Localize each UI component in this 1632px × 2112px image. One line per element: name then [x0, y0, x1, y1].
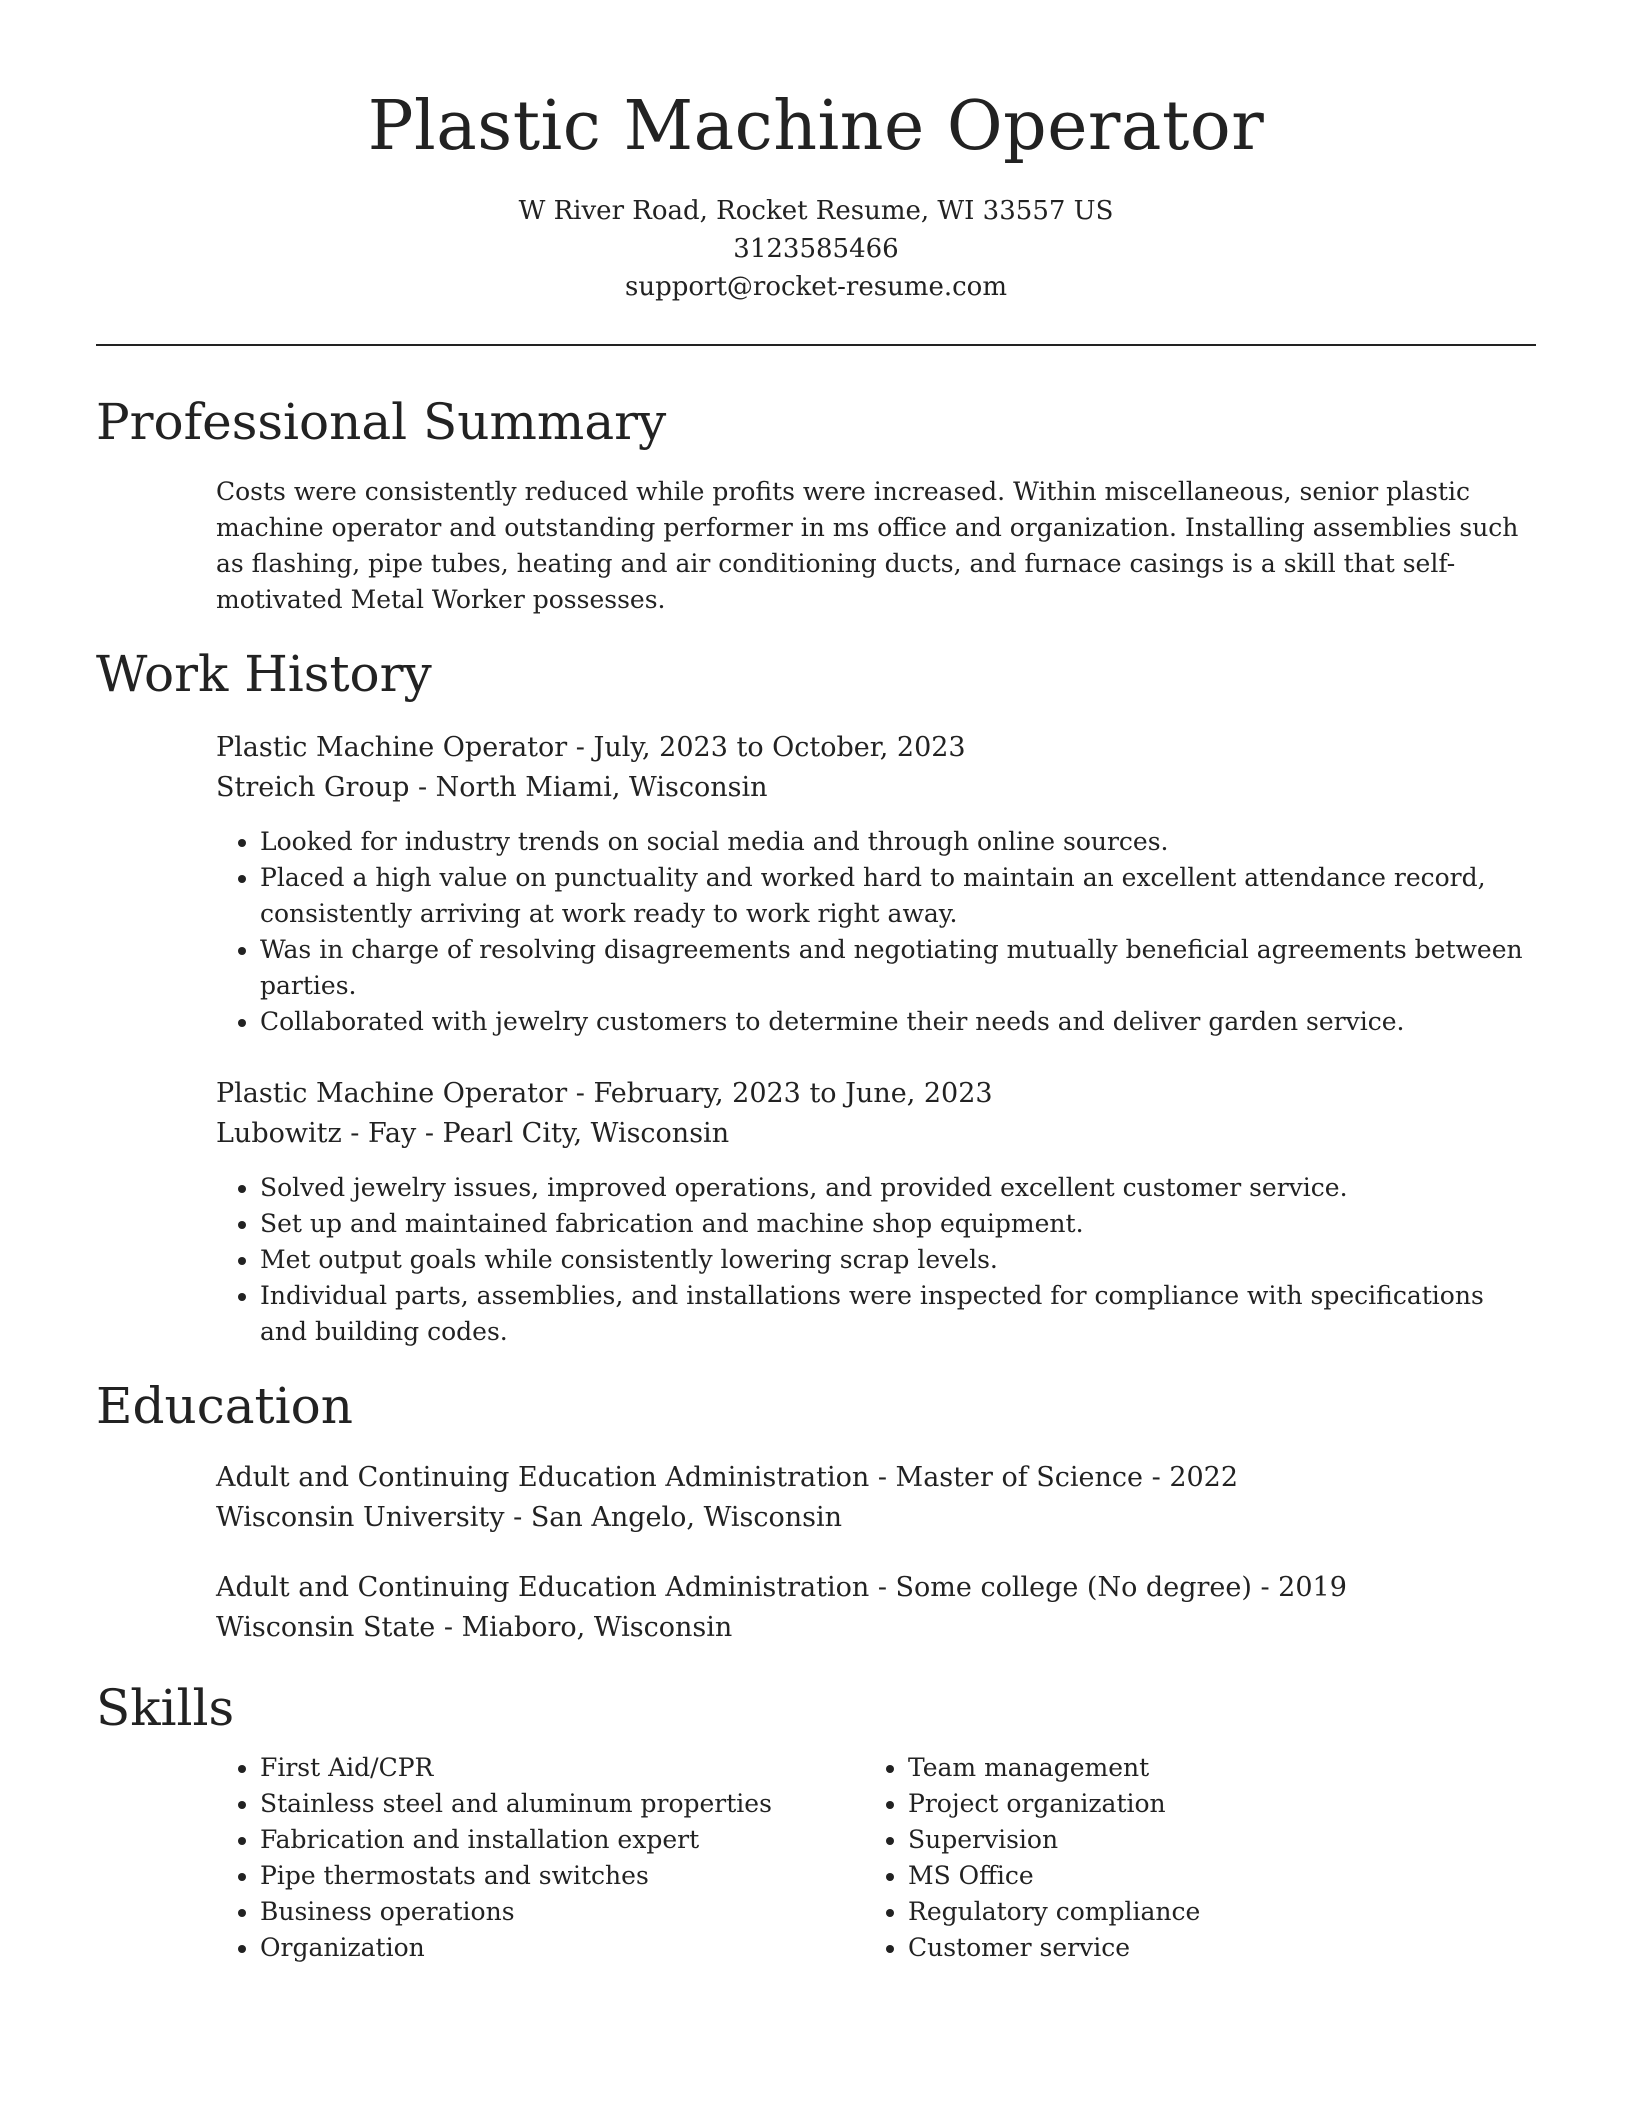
job-location: North Miami, Wisconsin	[435, 772, 768, 803]
list-item: • Stainless steel and aluminum properties	[260, 1786, 864, 1822]
list-item: • Placed a high value on punctuality and worked hard to maintain an excellent attendance record, consistently arriving at work ready to work right away.	[260, 860, 1536, 932]
separator: -	[869, 1462, 896, 1493]
education-year: 2019	[1278, 1572, 1347, 1603]
education-location: Miaboro, Wisconsin	[461, 1612, 733, 1643]
contact-info	[96, 192, 1536, 306]
separator: -	[869, 1572, 896, 1603]
separator: -	[416, 1118, 443, 1149]
list-item: • Set up and maintained fabrication and machine shop equipment.	[260, 1206, 1536, 1242]
work-body	[96, 728, 1536, 1350]
education-field: Adult and Continuing Education Administration	[216, 1572, 870, 1603]
job-location: Pearl City, Wisconsin	[442, 1118, 730, 1149]
skills-list-left	[216, 1750, 864, 1966]
job-company-line	[216, 1114, 1536, 1154]
job-title-line	[216, 728, 1536, 768]
list-item: • Solved jewelry issues, improved operations, and provided excellent customer service.	[260, 1170, 1536, 1206]
job-entry	[216, 728, 1536, 1040]
list-item: • Collaborated with jewelry customers to determine their needs and deliver garden service.	[260, 1004, 1536, 1040]
section-title-summary: Professional Summary	[96, 393, 667, 451]
list-item: • First Aid/CPR	[260, 1750, 864, 1786]
list-item: • Supervision	[908, 1822, 1512, 1858]
education-degree-line	[216, 1568, 1536, 1608]
skills-column-right	[864, 1750, 1512, 1966]
section-title-education: Education	[96, 1377, 353, 1435]
education-entry	[216, 1568, 1536, 1648]
list-item: • Organization	[260, 1930, 864, 1966]
education-degree-line	[216, 1458, 1536, 1498]
job-title-line	[216, 1074, 1536, 1114]
education-school: Wisconsin State	[216, 1612, 436, 1643]
candidate-name: Plastic Machine Operator	[367, 87, 1265, 166]
list-item: • Customer service	[908, 1930, 1512, 1966]
job-company: Lubowitz - Fay	[216, 1118, 417, 1149]
education-year: 2022	[1169, 1462, 1239, 1493]
education-school-line	[216, 1498, 1536, 1538]
list-item: • Met output goals while consistently lowering scrap levels.	[260, 1242, 1536, 1278]
section-title-work: Work History	[96, 645, 432, 703]
separator: -	[567, 732, 594, 763]
separator: -	[1251, 1572, 1279, 1603]
job-role: Plastic Machine Operator	[216, 732, 568, 763]
list-item: • Business operations	[260, 1894, 864, 1930]
education-location: San Angelo, Wisconsin	[530, 1502, 842, 1533]
skills-column-left	[216, 1750, 864, 1966]
job-bullets	[216, 1170, 1536, 1350]
job-role: Plastic Machine Operator	[216, 1078, 568, 1109]
education-school: Wisconsin University	[216, 1502, 505, 1533]
education-body	[96, 1458, 1536, 1648]
separator: -	[504, 1502, 531, 1533]
resume-header	[96, 0, 1536, 306]
list-item: • Fabrication and installation expert	[260, 1822, 864, 1858]
section-title-skills: Skills	[96, 1679, 235, 1737]
skills-columns	[216, 1750, 1536, 1966]
separator: -	[1143, 1462, 1170, 1493]
job-company: Streich Group	[216, 772, 410, 803]
job-company-line	[216, 768, 1536, 808]
separator: -	[435, 1612, 462, 1643]
job-bullets	[216, 824, 1536, 1040]
list-item: • Pipe thermostats and switches	[260, 1858, 864, 1894]
contact-address: W River Road, Rocket Resume, WI 33557 US	[518, 196, 1114, 226]
list-item: • Individual parts, assemblies, and installations were inspected for compliance with specifications and building codes.	[260, 1278, 1536, 1350]
education-school-line	[216, 1608, 1536, 1648]
header-divider	[96, 344, 1536, 346]
job-dates: July, 2023 to October, 2023	[593, 732, 966, 763]
list-item: • Project organization	[908, 1786, 1512, 1822]
job-entry	[216, 1074, 1536, 1350]
education-entry	[216, 1458, 1536, 1538]
education-degree: Master of Science	[895, 1462, 1144, 1493]
list-item: • Was in charge of resolving disagreements and negotiating mutually beneficial agreements between parties.	[260, 932, 1536, 1004]
contact-phone: 3123585466	[733, 234, 899, 264]
separator: -	[409, 772, 436, 803]
skills-body	[96, 1750, 1536, 1966]
skills-list-right	[864, 1750, 1512, 1966]
contact-email: support@rocket-resume.com	[624, 272, 1007, 302]
job-dates: February, 2023 to June, 2023	[593, 1078, 993, 1109]
education-degree: Some college (No degree)	[895, 1572, 1252, 1603]
summary-body	[96, 474, 1536, 618]
summary-text: Costs were consistently reduced while profits were increased. Within miscellaneous, senior plastic machine operator and outstanding performer in ms office and organization. Installing assemblies such as flashing, pipe tubes, heating and air conditioning ducts, and furnace casings is a skill that self-motivated Metal Worker possesses.	[216, 477, 1519, 614]
list-item: • Regulatory compliance	[908, 1894, 1512, 1930]
separator: -	[567, 1078, 594, 1109]
list-item: • Team management	[908, 1750, 1512, 1786]
list-item: • Looked for industry trends on social media and through online sources.	[260, 824, 1536, 860]
list-item: • MS Office	[908, 1858, 1512, 1894]
education-field: Adult and Continuing Education Administration	[216, 1462, 870, 1493]
